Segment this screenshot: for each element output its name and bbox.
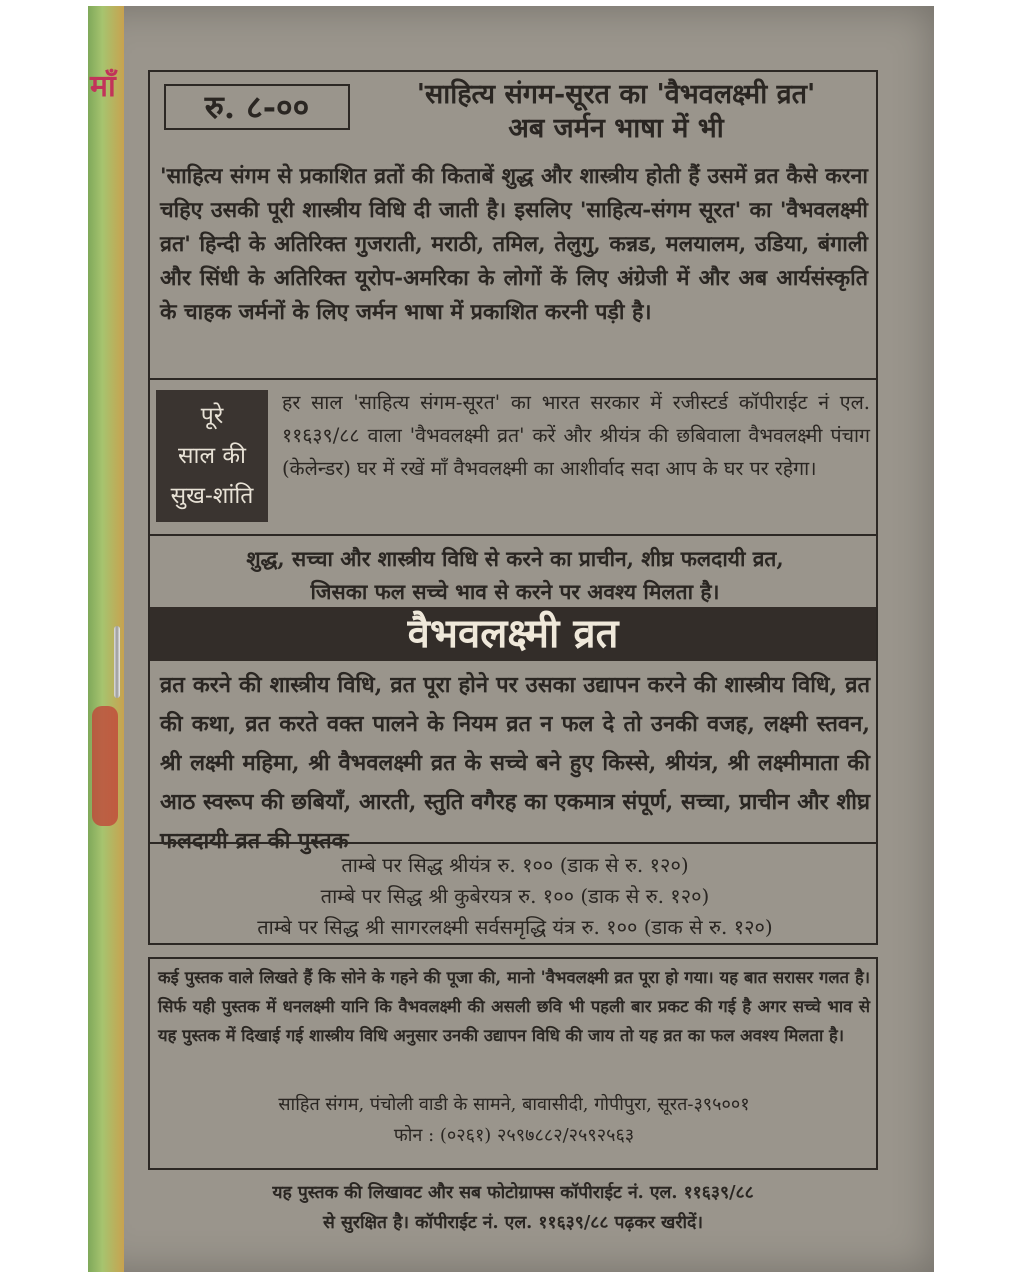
divider xyxy=(150,842,876,844)
staple-pin xyxy=(114,626,120,698)
publisher-address xyxy=(158,1089,870,1151)
address-line: साहित संगम, पंचोली वाडी के सामने, बावासीदी, गोपीपुरा, सूरत-३९५००१ xyxy=(278,1094,750,1115)
price-box: रु. ८-०० xyxy=(164,84,350,130)
copyright-line2: से सुरक्षित है। कॉपीराईट नं. एल. ११६३९/८८ पढ़कर खरीदें। xyxy=(323,1213,703,1233)
warning-paragraph: कई पुस्तक वाले लिखते हैं कि सोने के गहने की पूजा की, मानो 'वैभवलक्ष्मी व्रत पूरा हो गया। यह बात सरासर गलत है। सिर्फ यही पुस्तक में धनलक्ष्मी यानि कि वैभवलक्ष्मी की असली छवि भी पहली बार प्रकट की गई है अगर सच्चे भाव से यह पुस्तक में दिखाई गई शास्त्रीय विधि अनुसार उनकी उद्यापन विधि की जाय तो यह व्रत का फल अवश्य मिलता है। xyxy=(158,968,870,1045)
badge-paragraph: हर साल 'साहित्य संगम-सूरत' का भारत सरकार में रजीस्टर्ड कॉपीराईट नं एल. ११६३९/८८ वाला 'वैभवलक्ष्मी व्रत' करें और श्रीयंत्र की छबिवाला वैभवलक्ष्मी पंचाग (केलेन्डर) घर में रखें माँ वैभवलक्ष्मी का आशीर्वाद सदा आप के घर पर रहेगा। xyxy=(282,391,870,480)
photo-of-page xyxy=(88,6,934,1272)
badge-line2: साल की xyxy=(177,443,247,469)
headline-line1: 'साहित्य संगम-सूरत का 'वैभवलक्ष्मी व्रत' xyxy=(416,79,816,110)
notice-box xyxy=(148,957,878,1170)
yantra-price-list xyxy=(160,850,870,943)
book-description: व्रत करने की शास्त्रीय विधि, व्रत पूरा होने पर उसका उद्यापन करने की शास्त्रीय विधि, व्रत की कथा, व्रत करते वक्त पालने के नियम व्रत न फल दे तो उनकी वजह, लक्ष्मी स्तवन, श्री लक्ष्मी महिमा, श्री वैभवलक्ष्मी व्रत के सच्चे बने हुए किस्से, श्रीयंत्र, श्री लक्ष्मीमाता की आठ स्वरूप की छबियाँ, आरती, स्तुति वगैरह का एकमात्र संपूर्ण, सच्चा, प्राचीन और शीघ्र फलदायी व्रत की पुस्तक xyxy=(160,672,870,854)
main-ad-box xyxy=(148,70,878,945)
yantra-item: ताम्बे पर सिद्ध श्री सागरलक्ष्मी सर्वसमृद्धि यंत्र रु. १०० (डाक से रु. १२०) xyxy=(257,915,773,939)
title-banner: वैभवलक्ष्मी व्रत xyxy=(150,607,876,661)
headline-line2: अब जर्मन भाषा में भी xyxy=(508,113,724,144)
divider xyxy=(150,534,876,536)
full-year-badge xyxy=(156,390,268,522)
phone-line: फोन : (०२६१) २५९७८८२/२५९२५६३ xyxy=(393,1125,635,1146)
badge-line1: पूरे xyxy=(200,403,224,429)
copyright-line1: यह पुस्तक की लिखावट और सब फोटोग्राफ्स कॉपीराईट नं. एल. ११६३९/८८ xyxy=(272,1183,754,1203)
cover-flower-illustration xyxy=(92,706,118,826)
intro-paragraph: 'साहित्य संगम से प्रकाशित व्रतों की किताबें शुद्ध और शास्त्रीय होती हैं उसमें व्रत कैसे करना चहिए उसकी पूरी शास्त्रीय विधि दी जाती है। इसलिए 'साहित्य-संगम सूरत' का 'वैभवलक्ष्मी व्रत' हिन्दी के अतिरिक्त गुजराती, मराठी, तमिल, तेलुगु, कन्नड, मलयालम, उडिया, बंगाली और सिंधी के अतिरिक्त यूरोप-अमरिका के लोगों कें लिए अंग्रेजी में और अब आर्यसंस्कृति के चाहक जर्मनों के लिए जर्मन भाषा में प्रकाशित करनी पड़ी है। xyxy=(160,164,868,325)
copyright-notice xyxy=(158,1178,868,1238)
advertisement-page xyxy=(148,70,878,1240)
badge-line3: सुख-शांति xyxy=(170,483,254,509)
ancient-line2: जिसका फल सच्चे भाव से करने पर अवश्य मिलता है। xyxy=(310,579,720,604)
cover-text: माँ xyxy=(90,69,116,104)
divider xyxy=(150,378,876,380)
yantra-item: ताम्बे पर सिद्ध श्रीयंत्र रु. १०० (डाक से रु. १२०) xyxy=(341,853,689,877)
yantra-item: ताम्बे पर सिद्ध श्री कुबेरयत्र रु. १०० (डाक से रु. १२०) xyxy=(320,884,710,908)
ancient-vrat-statement xyxy=(160,542,870,608)
headline xyxy=(366,78,866,146)
ancient-line1: शुद्ध, सच्चा और शास्त्रीय विधि से करने का प्राचीन, शीघ्र फलदायी व्रत, xyxy=(246,546,784,571)
